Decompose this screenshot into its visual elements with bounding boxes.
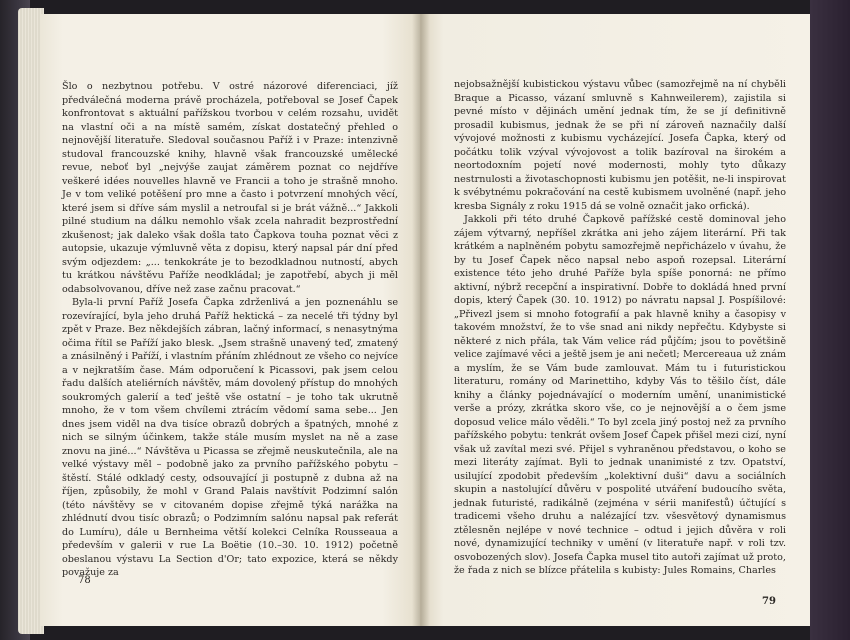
page-number: 79 bbox=[762, 596, 776, 607]
book-cover-right bbox=[810, 0, 850, 640]
right-page bbox=[420, 14, 810, 626]
left-page bbox=[40, 14, 420, 626]
right-page-text bbox=[454, 78, 786, 578]
paragraph: Šlo o nezbytnou potřebu. V ostré názorové diferenciaci, jíž předválečná moderna právě procházela, potřeboval se Josef Čapek konfrontovat s aktuální pařížskou tvorbou v celém rozsahu, uvidět na vlastní oči a na místě samém, získat dostatečný přehled o nejnovější literatuře. Sledoval současnou Paříž i v Praze: intenzivně studoval francouzské knihy, hlavně však francouzské umělecké revue, neboť byl „nejvýše zaujat záměrem poznat co nejdříve veškeré idées nouvelles hlavně ve Francii a toho je strašně mnoho. Je v tom veliké potěšení pro mne a často i potvrzení mnohých věcí, které jsem si dříve sám myslil a netroufal si je brát vážně...“ Jakkoli pilné studium na dálku nemohlo však zcela nahradit bezprostřední zkušenost; jak daleko však došla tato Čapkova touha poznat věci z autopsie, ukazuje výmluvně věta z dopisu, který napsal pár dní před svým odjezdem: „... tenkokráte je to bezodkladnou nutností, abych tu krátkou návštěvu Paříže neodkládal; je zapotřebí, abych ji měl odabsolvovanou, dříve než zase začnu pracovat.“ bbox=[62, 81, 398, 295]
paragraph: Byla-li první Paříž Josefa Čapka zdrženlivá a jen poznenáhlu se rozevírající, byla jeho druhá Paříž hektická – za necelé tři týdny byl zpět v Praze. Bez někdejších zábran, lačný informací, s nenasytnýma očima řítil se Paříží jako blesk. „Jsem strašně unavený teď, zmatený a znásilněný i Paříží, i vlastním přáním zhlédnout ze všeho co nejvíce a v nejkratším čase. Mám odporučení k Picassovi, pak jsem celou řadu dalších ateliérních návštěv, mám dovolený přístup do mnohých soukromých galerií a teď ještě vše ostatní – je toho tak ukrutně mnoho, že v tom všem chvílemi ztrácím vědomí sama sebe... Jen dnes jsem viděl na dva tisíce obrazů dobrých a špatných, mnohé z nich se silným účinkem, takže stále musím myslet na ně a zase znovu na jiné...“ Návštěva u Picassa se zřejmě neuskutečnila, ale na velké výstavy měl – podobně jako za prvního pařížského pobytu – štěstí. Stálé odkladý cesty, odsouvající ji postupně z dubna až na říjen, způsobily, že mohl v Grand Palais navštívit Podzimní salón (této návštěvy se v citovaném dopise zřejmě týká narážka na zhlédnutí dvou tisíc obrazů; o Podzimním salónu napsal pak referát do Lumíru), dále u Bernheima větší kolekci Celníka Rousseaua a především v galerii v rue La Boëtie (10.–30. 10. 1912) početně obeslanou výstavu La Section d'Or; tato expozice, která se někdy považuje za bbox=[62, 297, 398, 578]
paragraph: Jakkoli při této druhé Čapkově pařížské cestě dominoval jeho zájem výtvarný, nepříšel zkrátka ani jeho zájem literární. Při tak krátkém a naplněném pobytu samozřejmě nepřicházelo v úvahu, že by tu Josef Čapek něco napsal nebo aspoň rozepsal. Literární existence této jeho druhé Paříže byla spíše ponorná: ne přímo aktivní, nýbrž recepční a inspirativní. Dobře to dokládá hned první dopis, který Čapek (30. 10. 1912) po návratu napsal J. Pospíšilové: „Přivezl jsem si mnoho fotografií a pak hlavně knihy a časopisy v takovém množství, že to vše snad ani nikdy nepřečtu. Kdybyste si některé z nich přála, tak Vám velice rád půjčím; jsou to povětšině velice zajímavé věci a ještě jsem je ani nečetl; Mercereaua už znám a myslím, že se Vám bude zamlouvat. Mám tu i futuristickou literaturu, romány od Marinettiho, kdyby Vás to těšilo číst, dále knihy a články pojednávající o moderním umění, unanimistické verše a prózy, zkrátka skoro vše, co je nejnovější a o čem jsme doposud velice málo věděli.“ To byl zcela jiný postoj než za prvního pařížského pobytu: tenkrát ovšem Josef Čapek přišel mezi cizí, nyní však už zavítal mezi své. Přijel s vyhraněnou představou, o koho se mezi literáty zajímat. Byli to jednak unanimisté z tzv. Opatství, usilující zpodobit především „kolektivní duši“ davu a sociálních skupin a nastolující důvěru v pospolité utváření budoucího světa, jednak futuristé, radikálně (zejména v sérii manifestů) účtující s tradicemi všeho druhu a nalézající tzv. všesvětový dynamismus ztělesněn nejlépe v nové technice – odtud i jejich důvěra v roli nové, dynamizující techniky v umění (v literatuře např. v roli tzv. osvobozených slov). Josefa Čapka musel tito autoři zajímat už proto, že řada z nich se blízce přátelila s kubisty: Jules Romains, Charles bbox=[454, 214, 786, 576]
left-page-text bbox=[62, 80, 398, 580]
paragraph: nejobsažnější kubistickou výstavu vůbec (samozřejmě na ní chyběli Braque a Picasso, vázaní smluvně s Kahnweilerem), zajistila si pevné místo v dějinách umění jednak tím, že se jí definitivně prosadil kubismus, jednak že se při ní zároveň naznačily další vývojové možnosti z kubismu vycházející. Josefa Čapka, který od počátku tolik vzýval vývojovost a tolik bazíroval na širokém a neortodoxním pojetí nové modernosti, mohly tyto důkazy nestrnulosti a životaschopnosti kubismu jen potěšit, ne-li inspirovat k svébytnému pokračování na cestě kubismem uvolněné (např. jeho kresba Signály z roku 1915 dá se volně označit jako orfická). bbox=[454, 79, 786, 212]
page-number: 78 bbox=[78, 575, 91, 586]
